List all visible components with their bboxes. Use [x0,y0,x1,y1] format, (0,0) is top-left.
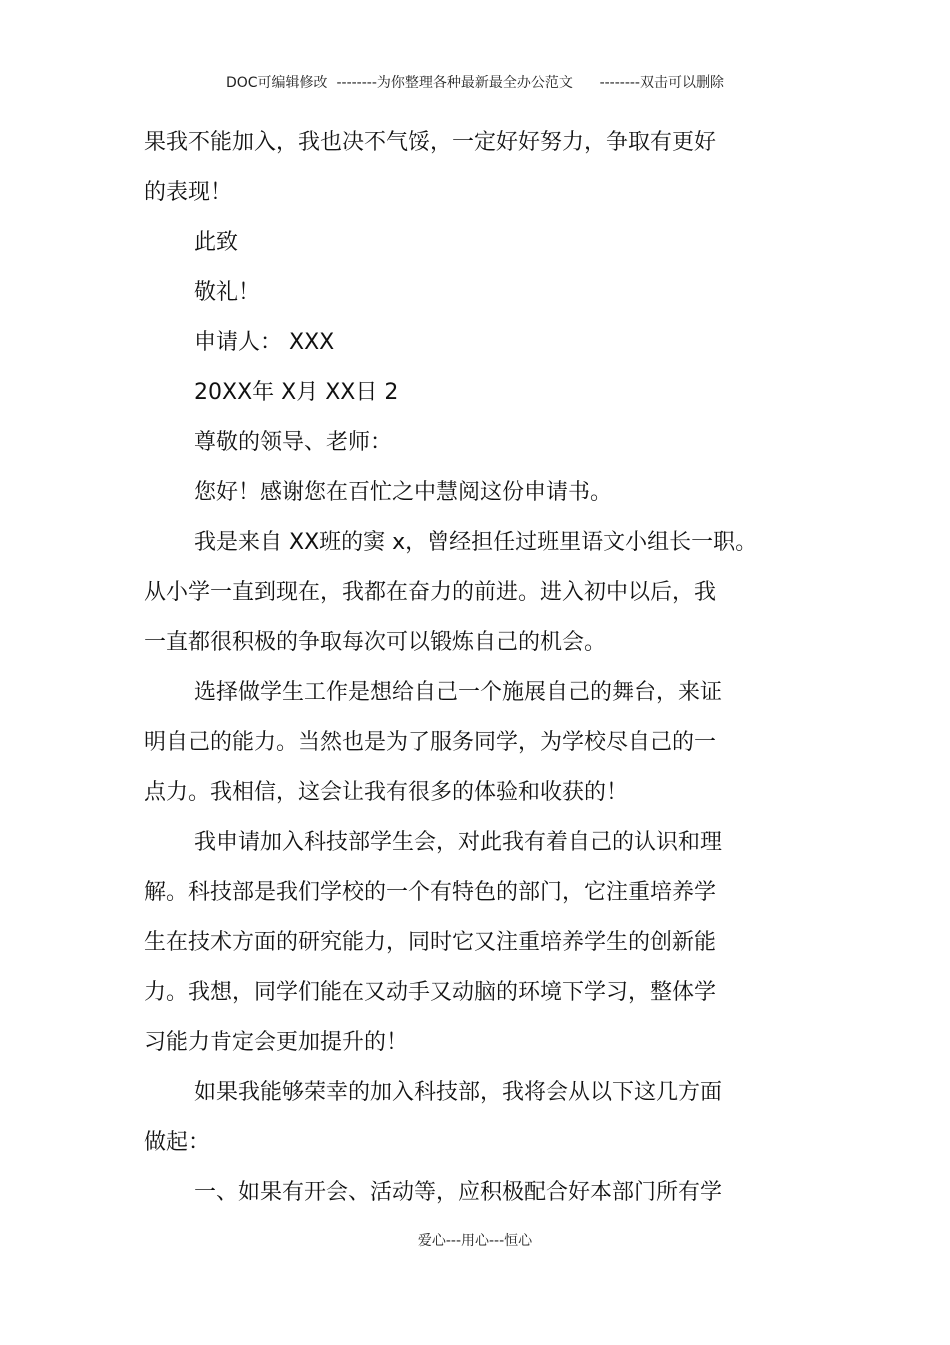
text-line-7: 尊敬的领导、老师： [194,430,393,455]
document-body [144,118,784,1218]
text-line-13: 明自己的能力。当然也是为了服务同学，为学校尽自己的一 [144,730,717,755]
text-line-18: 力。我想，同学们能在又动手又动脑的环境下学习，整体学 [144,980,717,1005]
text-line-21: 做起： [144,1130,211,1155]
text-line-8: 您好！感谢您在百忙之中慧阅这份申请书。 [194,480,613,505]
text-line-22: 一、如果有开会、活动等，应积极配合好本部门所有学 [194,1180,723,1205]
text-line-12: 选择做学生工作是想给自己一个施展自己的舞台，来证 [194,680,723,705]
text-line-16: 解。科技部是我们学校的一个有特色的部门，它注重培养学 [144,880,717,905]
text-line-3: 此致 [194,230,239,255]
text-line-15: 我申请加入科技部学生会，对此我有着自己的认识和理 [194,830,723,855]
text-line-5: 申请人： XXX [194,330,335,355]
text-line-17: 生在技术方面的研究能力，同时它又注重培养学生的创新能 [144,930,717,955]
text-line-10: 从小学一直到现在，我都在奋力的前进。进入初中以后，我 [144,580,717,605]
text-line-14: 点力。我相信，这会让我有很多的体验和收获的！ [144,780,629,805]
text-line-20: 如果我能够荣幸的加入科技部，我将会从以下这几方面 [194,1080,723,1105]
text-line-19: 习能力肯定会更加提升的！ [144,1030,409,1055]
page-header: DOC可编辑修改 --------为你整理各种最新最全办公范文 --------双击可以删除 [225,75,724,91]
text-line-6: 20XX年 X月 XX日 2 [194,380,399,405]
text-line-2: 的表现！ [144,180,233,205]
text-line-1: 果我不能加入，我也决不气馁，一定好好努力，争取有更好 [144,130,717,155]
text-line-4: 敬礼！ [194,280,261,305]
text-line-9: 我是来自 XX班的窦 x，曾经担任过班里语文小组长一职。 [194,530,758,555]
text-line-11: 一直都很积极的争取每次可以锻炼自己的机会。 [144,630,607,655]
page-footer: 爱心---用心---恒心 [417,1233,533,1249]
